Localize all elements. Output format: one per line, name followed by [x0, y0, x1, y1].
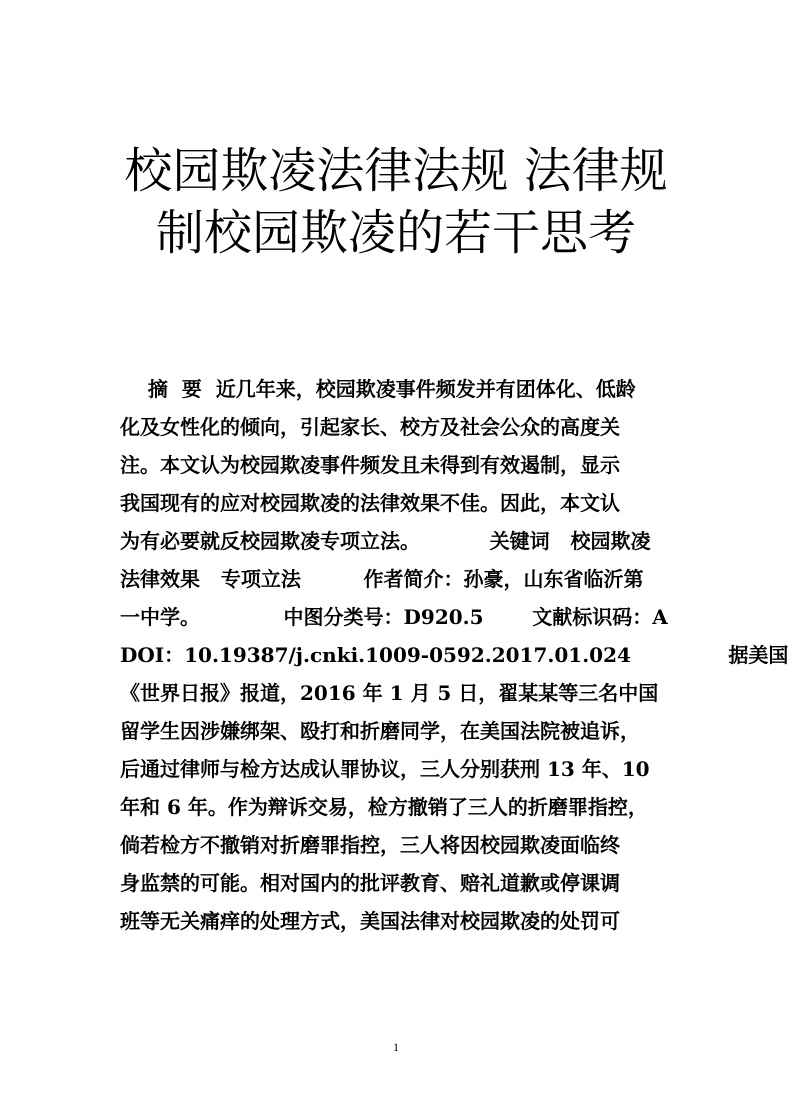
title-line-1: 校园欺凌法律法规 法律规 [124, 143, 668, 199]
body-text [120, 370, 789, 940]
text-line: DOI：10.19387/j.cnki.1009-0592.2017.01.024 据美国 [120, 643, 789, 667]
text-line: 班等无关痛痒的处理方式，美国法律对校园欺凌的处罚可 [120, 909, 620, 933]
text-line: 倘若检方不撤销对折磨罪指控，三人将因校园欺凌面临终 [120, 833, 620, 857]
text-line: 年和 6 年。作为辩诉交易，检方撤销了三人的折磨罪指控， [120, 795, 648, 819]
text-line: 留学生因涉嫌绑架、殴打和折磨同学，在美国法院被追诉， [120, 719, 640, 743]
document-title [60, 140, 732, 264]
text-line: 化及女性化的倾向，引起家长、校方及社会公众的高度关 [120, 415, 620, 439]
text-line: 注。本文认为校园欺凌事件频发且未得到有效遏制，显示 [120, 453, 620, 477]
text-line: 摘 要 近几年来，校园欺凌事件频发并有团体化、低龄 [120, 377, 636, 401]
text-line: 法律效果 专项立法 作者简介：孙豪，山东省临沂第 [120, 567, 644, 591]
text-line: 身监禁的可能。相对国内的批评教育、赔礼道歉或停课调 [120, 871, 620, 895]
text-line: 为有必要就反校园欺凌专项立法。 关键词 校园欺凌 [120, 529, 651, 553]
page-number: 1 [393, 1040, 399, 1054]
text-line: 后通过律师与检方达成认罪协议，三人分别获刑 13 年、10 [120, 757, 650, 781]
text-line: 一中学。 中图分类号：D920.5 文献标识码：A [120, 605, 668, 629]
text-line: 我国现有的应对校园欺凌的法律效果不佳。因此，本文认 [120, 491, 620, 515]
title-line-2: 制校园欺凌的若干思考 [155, 205, 636, 261]
text-line: 《世界日报》报道，2016 年 1 月 5 日，翟某某等三名中国 [120, 681, 659, 705]
